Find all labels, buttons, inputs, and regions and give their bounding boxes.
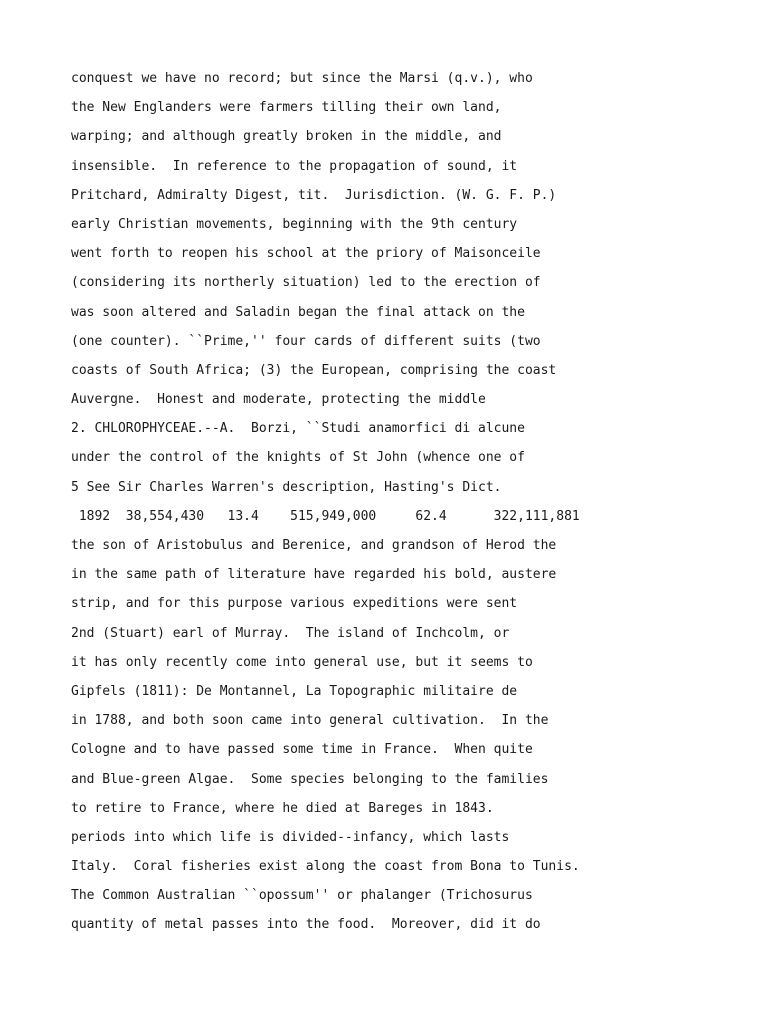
text-line: conquest we have no record; but since the Marsi (q.v.), who: [71, 71, 533, 86]
text-line: it has only recently come into general use, but it seems to: [71, 654, 533, 670]
text-line: (considering its northerly situation) led to the erection of: [71, 275, 541, 291]
text-line: and Blue-green Algae. Some species belonging to the families: [71, 771, 549, 787]
text-line: in 1788, and both soon came into general cultivation. In the: [71, 713, 549, 729]
text-line: went forth to reopen his school at the priory of Maisonceile: [71, 246, 541, 262]
text-line: periods into which life is divided--infancy, which lasts: [71, 829, 510, 845]
text-line: warping; and although greatly broken in the middle, and: [71, 129, 502, 145]
text-line: quantity of metal passes into the food. Moreover, did it do: [71, 917, 541, 933]
text-line: under the control of the knights of St John (whence one of: [71, 450, 525, 466]
text-line: the New Englanders were farmers tilling their own land,: [71, 100, 502, 116]
text-line: coasts of South Africa; (3) the European, comprising the coast: [71, 362, 557, 378]
text-line: early Christian movements, beginning with the 9th century: [71, 216, 518, 232]
text-line: (one counter). ``Prime,'' four cards of different suits (two: [71, 333, 541, 349]
text-body: [71, 69, 580, 945]
text-line: 2nd (Stuart) earl of Murray. The island of Inchcolm, or: [71, 625, 510, 641]
text-line: 5 See Sir Charles Warren's description, Hasting's Dict.: [71, 479, 502, 495]
text-line: Auvergne. Honest and moderate, protecting the middle: [71, 392, 486, 408]
text-line: The Common Australian ``opossum'' or phalanger (Trichosurus: [71, 888, 533, 904]
text-line: insensible. In reference to the propagation of sound, it: [71, 158, 518, 174]
table-row: 1892 38,554,430 13.4 515,949,000 62.4 322,111,881: [71, 508, 580, 524]
text-line: Gipfels (1811): De Montannel, La Topographic militaire de: [71, 683, 518, 699]
text-line: Italy. Coral fisheries exist along the coast from Bona to Tunis.: [71, 859, 580, 875]
text-line: 2. CHLOROPHYCEAE.--A. Borzi, ``Studi anamorfici di alcune: [71, 421, 525, 437]
text-line: was soon altered and Saladin began the final attack on the: [71, 304, 525, 320]
text-line: Pritchard, Admiralty Digest, tit. Jurisdiction. (W. G. F. P.): [71, 187, 557, 203]
text-line: the son of Aristobulus and Berenice, and grandson of Herod the: [71, 538, 557, 553]
text-line: Cologne and to have passed some time in France. When quite: [71, 742, 533, 758]
text-line: strip, and for this purpose various expeditions were sent: [71, 596, 518, 612]
text-line: to retire to France, where he died at Bareges in 1843.: [71, 800, 494, 816]
text-line: in the same path of literature have regarded his bold, austere: [71, 567, 557, 583]
